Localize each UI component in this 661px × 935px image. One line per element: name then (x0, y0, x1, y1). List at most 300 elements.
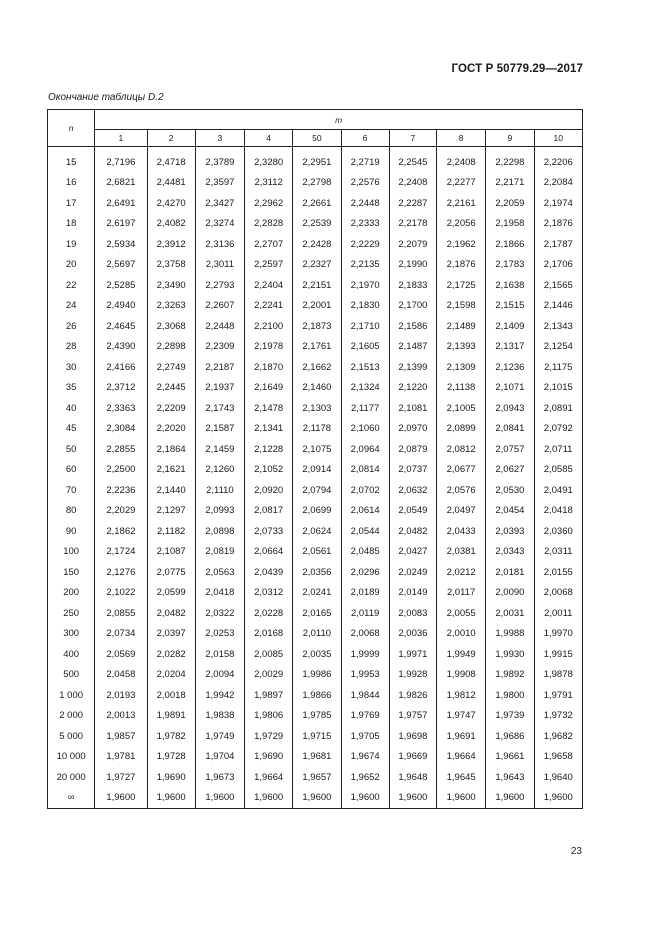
value-cell: 2,2793 (195, 275, 244, 296)
value-cell: 2,0193 (95, 685, 147, 706)
value-cell: 2,0155 (534, 562, 582, 583)
value-cell: 2,2206 (534, 152, 582, 173)
row-n-cell: 15 (48, 152, 95, 173)
value-cell: 2,2898 (147, 337, 195, 358)
value-cell: 2,0491 (534, 480, 582, 501)
m-header: m (95, 110, 583, 130)
value-cell: 1,9866 (293, 685, 341, 706)
value-cell: 1,9640 (534, 767, 582, 788)
value-cell: 2,2798 (293, 173, 341, 194)
value-cell: 2,1409 (486, 316, 534, 337)
value-cell: 2,0013 (95, 706, 147, 727)
value-cell: 2,2059 (486, 193, 534, 214)
value-cell: 2,0031 (486, 603, 534, 624)
value-cell: 1,9673 (195, 767, 244, 788)
value-cell: 2,6491 (95, 193, 147, 214)
value-cell: 1,9648 (389, 767, 436, 788)
value-cell: 2,0898 (195, 521, 244, 542)
value-cell: 1,9600 (486, 788, 534, 809)
value-cell: 2,0664 (245, 542, 293, 563)
value-cell: 2,1260 (195, 460, 244, 481)
value-cell: 2,0964 (341, 439, 389, 460)
value-cell: 2,0433 (437, 521, 486, 542)
table-row (48, 357, 583, 378)
value-cell: 2,0792 (534, 419, 582, 440)
value-cell: 1,9953 (341, 665, 389, 686)
table-row (48, 214, 583, 235)
table-row (48, 521, 583, 542)
value-cell: 2,0561 (293, 542, 341, 563)
value-cell: 2,0699 (293, 501, 341, 522)
value-cell: 2,1725 (437, 275, 486, 296)
row-n-cell: 30 (48, 357, 95, 378)
value-cell: 2,1309 (437, 357, 486, 378)
value-cell: 2,1970 (341, 275, 389, 296)
value-cell: 1,9600 (293, 788, 341, 809)
value-cell: 1,9970 (534, 624, 582, 645)
value-cell: 2,1182 (147, 521, 195, 542)
table-row (48, 152, 583, 173)
value-cell: 1,9757 (389, 706, 436, 727)
value-cell: 2,1489 (437, 316, 486, 337)
table-caption: Окончание таблицы D.2 (48, 92, 164, 103)
value-cell: 2,1870 (245, 357, 293, 378)
value-cell: 2,2020 (147, 419, 195, 440)
value-cell: 2,1598 (437, 296, 486, 317)
row-n-cell: 20 000 (48, 767, 95, 788)
value-cell: 1,9600 (341, 788, 389, 809)
value-cell: 2,1783 (486, 255, 534, 276)
value-cell: 2,1341 (245, 419, 293, 440)
value-cell: 2,1876 (437, 255, 486, 276)
value-cell: 2,0563 (195, 562, 244, 583)
value-cell: 1,9728 (147, 747, 195, 768)
value-cell: 1,9690 (245, 747, 293, 768)
value-cell: 1,9844 (341, 685, 389, 706)
value-cell: 2,6197 (95, 214, 147, 235)
value-cell: 2,1459 (195, 439, 244, 460)
value-cell: 2,4718 (147, 152, 195, 173)
column-header: 8 (437, 130, 486, 147)
row-n-cell: 500 (48, 665, 95, 686)
value-cell: 2,1022 (95, 583, 147, 604)
value-cell: 2,0241 (293, 583, 341, 604)
value-cell: 2,2661 (293, 193, 341, 214)
value-cell: 2,2962 (245, 193, 293, 214)
value-cell: 2,2597 (245, 255, 293, 276)
column-header: 10 (534, 130, 582, 147)
table-row (48, 583, 583, 604)
value-cell: 1,9690 (147, 767, 195, 788)
value-cell: 2,1638 (486, 275, 534, 296)
value-cell: 2,0576 (437, 480, 486, 501)
value-cell: 2,3490 (147, 275, 195, 296)
value-cell: 2,2749 (147, 357, 195, 378)
value-cell: 2,0627 (486, 460, 534, 481)
value-cell: 2,3136 (195, 234, 244, 255)
row-n-cell: 40 (48, 398, 95, 419)
table-row (48, 706, 583, 727)
value-cell: 2,2404 (245, 275, 293, 296)
value-cell: 2,1177 (341, 398, 389, 419)
value-cell: 2,0110 (293, 624, 341, 645)
value-cell: 1,9661 (486, 747, 534, 768)
value-cell: 2,1724 (95, 542, 147, 563)
value-cell: 2,0544 (341, 521, 389, 542)
value-cell: 1,9645 (437, 767, 486, 788)
value-cell: 2,2576 (341, 173, 389, 194)
value-cell: 1,9782 (147, 726, 195, 747)
value-cell: 1,9600 (245, 788, 293, 809)
value-cell: 1,9878 (534, 665, 582, 686)
value-cell: 2,1876 (534, 214, 582, 235)
row-n-cell: 90 (48, 521, 95, 542)
value-cell: 2,1236 (486, 357, 534, 378)
value-cell: 2,0085 (245, 644, 293, 665)
value-cell: 2,4940 (95, 296, 147, 317)
value-cell: 2,2084 (534, 173, 582, 194)
value-cell: 1,9971 (389, 644, 436, 665)
value-cell: 2,2187 (195, 357, 244, 378)
value-cell: 2,2408 (437, 152, 486, 173)
value-cell: 2,0165 (293, 603, 341, 624)
value-cell: 2,2448 (341, 193, 389, 214)
value-cell: 2,0920 (245, 480, 293, 501)
row-n-cell: ∞ (48, 788, 95, 809)
value-cell: 2,3263 (147, 296, 195, 317)
value-cell: 1,9652 (341, 767, 389, 788)
row-n-cell: 5 000 (48, 726, 95, 747)
value-cell: 2,3280 (245, 152, 293, 173)
value-cell: 2,0482 (389, 521, 436, 542)
table-row (48, 767, 583, 788)
value-cell: 2,1005 (437, 398, 486, 419)
value-cell: 2,1075 (293, 439, 341, 460)
value-cell: 2,1440 (147, 480, 195, 501)
value-cell: 2,1706 (534, 255, 582, 276)
table-row (48, 542, 583, 563)
value-cell: 1,9915 (534, 644, 582, 665)
value-cell: 2,1873 (293, 316, 341, 337)
value-cell: 2,2151 (293, 275, 341, 296)
value-cell: 2,2607 (195, 296, 244, 317)
value-cell: 2,0899 (437, 419, 486, 440)
value-cell: 1,9600 (195, 788, 244, 809)
value-cell: 2,0397 (147, 624, 195, 645)
value-cell: 2,3789 (195, 152, 244, 173)
value-cell: 1,9857 (95, 726, 147, 747)
value-cell: 2,0569 (95, 644, 147, 665)
n-header: n (48, 110, 95, 147)
column-header: 7 (389, 130, 436, 147)
value-cell: 2,0068 (341, 624, 389, 645)
table-row (48, 337, 583, 358)
value-cell: 2,3712 (95, 378, 147, 399)
value-cell: 2,2828 (245, 214, 293, 235)
table-row (48, 747, 583, 768)
value-cell: 1,9986 (293, 665, 341, 686)
table-row (48, 275, 583, 296)
value-cell: 1,9812 (437, 685, 486, 706)
value-cell: 2,1178 (293, 419, 341, 440)
value-cell: 2,1087 (147, 542, 195, 563)
value-cell: 2,3912 (147, 234, 195, 255)
row-n-cell: 400 (48, 644, 95, 665)
value-cell: 2,0119 (341, 603, 389, 624)
row-n-cell: 80 (48, 501, 95, 522)
table-row (48, 726, 583, 747)
value-cell: 2,0549 (389, 501, 436, 522)
value-cell: 2,0427 (389, 542, 436, 563)
value-cell: 2,2408 (389, 173, 436, 194)
row-n-cell: 18 (48, 214, 95, 235)
value-cell: 2,2135 (341, 255, 389, 276)
value-cell: 2,1276 (95, 562, 147, 583)
value-cell: 1,9928 (389, 665, 436, 686)
value-cell: 1,9705 (341, 726, 389, 747)
value-cell: 2,0819 (195, 542, 244, 563)
table-row (48, 398, 583, 419)
value-cell: 2,0482 (147, 603, 195, 624)
table-row (48, 788, 583, 809)
value-cell: 1,9698 (389, 726, 436, 747)
column-header: 4 (245, 130, 293, 147)
value-cell: 2,1862 (95, 521, 147, 542)
value-cell: 2,1052 (245, 460, 293, 481)
value-cell: 1,9691 (437, 726, 486, 747)
value-cell: 1,9800 (486, 685, 534, 706)
value-cell: 2,2719 (341, 152, 389, 173)
value-cell: 2,1787 (534, 234, 582, 255)
table-row (48, 501, 583, 522)
value-cell: 2,0055 (437, 603, 486, 624)
value-cell: 2,0439 (245, 562, 293, 583)
value-cell: 2,0168 (245, 624, 293, 645)
table-row (48, 644, 583, 665)
value-cell: 1,9838 (195, 706, 244, 727)
table-row (48, 316, 583, 337)
value-cell: 2,0812 (437, 439, 486, 460)
value-cell: 2,3597 (195, 173, 244, 194)
value-cell: 2,0624 (293, 521, 341, 542)
value-cell: 2,2855 (95, 439, 147, 460)
value-cell: 2,0296 (341, 562, 389, 583)
value-cell: 1,9732 (534, 706, 582, 727)
page-number: 23 (570, 846, 582, 857)
value-cell: 2,0158 (195, 644, 244, 665)
row-n-cell: 1 000 (48, 685, 95, 706)
value-cell: 2,0914 (293, 460, 341, 481)
table-row (48, 378, 583, 399)
value-cell: 1,9891 (147, 706, 195, 727)
row-n-cell: 24 (48, 296, 95, 317)
value-cell: 2,1060 (341, 419, 389, 440)
value-cell: 2,0970 (389, 419, 436, 440)
row-n-cell: 16 (48, 173, 95, 194)
value-cell: 2,1605 (341, 337, 389, 358)
value-cell: 2,1513 (341, 357, 389, 378)
value-cell: 2,1958 (486, 214, 534, 235)
value-cell: 1,9908 (437, 665, 486, 686)
value-cell: 2,0841 (486, 419, 534, 440)
value-cell: 2,0614 (341, 501, 389, 522)
value-cell: 2,0879 (389, 439, 436, 460)
column-header: 9 (486, 130, 534, 147)
value-cell: 1,9600 (534, 788, 582, 809)
value-cell: 2,2951 (293, 152, 341, 173)
value-cell: 2,2001 (293, 296, 341, 317)
value-cell: 2,1978 (245, 337, 293, 358)
value-cell: 1,9727 (95, 767, 147, 788)
value-cell: 2,1864 (147, 439, 195, 460)
value-cell: 2,0737 (389, 460, 436, 481)
value-cell: 2,1317 (486, 337, 534, 358)
value-cell: 2,0757 (486, 439, 534, 460)
value-cell: 1,9682 (534, 726, 582, 747)
value-cell: 2,0189 (341, 583, 389, 604)
value-cell: 1,9785 (293, 706, 341, 727)
value-cell: 2,1303 (293, 398, 341, 419)
value-cell: 2,2298 (486, 152, 534, 173)
value-cell: 2,0036 (389, 624, 436, 645)
column-header: 1 (95, 130, 147, 147)
data-table (47, 109, 583, 809)
value-cell: 1,9715 (293, 726, 341, 747)
value-cell: 2,1866 (486, 234, 534, 255)
value-cell: 2,1343 (534, 316, 582, 337)
value-cell: 1,9681 (293, 747, 341, 768)
value-cell: 2,1649 (245, 378, 293, 399)
value-cell: 2,2209 (147, 398, 195, 419)
value-cell: 2,2241 (245, 296, 293, 317)
value-cell: 2,2445 (147, 378, 195, 399)
value-cell: 1,9664 (245, 767, 293, 788)
row-n-cell: 35 (48, 378, 95, 399)
value-cell: 2,0702 (341, 480, 389, 501)
value-cell: 2,1710 (341, 316, 389, 337)
value-cell: 2,2707 (245, 234, 293, 255)
value-cell: 1,9781 (95, 747, 147, 768)
value-cell: 1,9664 (437, 747, 486, 768)
value-cell: 2,1761 (293, 337, 341, 358)
table-row (48, 480, 583, 501)
row-n-cell: 70 (48, 480, 95, 501)
row-n-cell: 50 (48, 439, 95, 460)
value-cell: 1,9892 (486, 665, 534, 686)
value-cell: 2,0149 (389, 583, 436, 604)
value-cell: 2,1700 (389, 296, 436, 317)
value-cell: 2,1446 (534, 296, 582, 317)
value-cell: 2,0711 (534, 439, 582, 460)
value-cell: 2,1515 (486, 296, 534, 317)
table-row (48, 193, 583, 214)
value-cell: 2,0311 (534, 542, 582, 563)
value-cell: 2,3112 (245, 173, 293, 194)
value-cell: 1,9747 (437, 706, 486, 727)
value-cell: 2,4166 (95, 357, 147, 378)
value-cell: 1,9791 (534, 685, 582, 706)
value-cell: 2,0381 (437, 542, 486, 563)
value-cell: 1,9930 (486, 644, 534, 665)
value-cell: 2,1990 (389, 255, 436, 276)
value-cell: 2,2287 (389, 193, 436, 214)
value-cell: 2,1220 (389, 378, 436, 399)
value-cell: 1,9897 (245, 685, 293, 706)
value-cell: 2,0282 (147, 644, 195, 665)
row-n-cell: 200 (48, 583, 95, 604)
value-cell: 2,0011 (534, 603, 582, 624)
value-cell: 2,0094 (195, 665, 244, 686)
row-n-cell: 100 (48, 542, 95, 563)
value-cell: 2,1830 (341, 296, 389, 317)
table-row (48, 562, 583, 583)
value-cell: 2,0010 (437, 624, 486, 645)
value-cell: 2,3011 (195, 255, 244, 276)
value-cell: 2,5934 (95, 234, 147, 255)
value-cell: 2,0855 (95, 603, 147, 624)
value-cell: 2,0018 (147, 685, 195, 706)
table-row (48, 603, 583, 624)
value-cell: 2,2161 (437, 193, 486, 214)
value-cell: 2,1110 (195, 480, 244, 501)
value-cell: 2,1937 (195, 378, 244, 399)
value-cell: 1,9749 (195, 726, 244, 747)
row-n-cell: 28 (48, 337, 95, 358)
value-cell: 2,1487 (389, 337, 436, 358)
value-cell: 2,0083 (389, 603, 436, 624)
value-cell: 2,1138 (437, 378, 486, 399)
value-cell: 1,9826 (389, 685, 436, 706)
value-cell: 2,0068 (534, 583, 582, 604)
row-n-cell: 26 (48, 316, 95, 337)
value-cell: 2,2309 (195, 337, 244, 358)
value-cell: 1,9806 (245, 706, 293, 727)
value-cell: 2,0228 (245, 603, 293, 624)
value-cell: 1,9769 (341, 706, 389, 727)
value-cell: 2,0322 (195, 603, 244, 624)
table-row (48, 234, 583, 255)
value-cell: 2,2448 (195, 316, 244, 337)
value-cell: 2,1974 (534, 193, 582, 214)
value-cell: 2,0485 (341, 542, 389, 563)
value-cell: 2,2327 (293, 255, 341, 276)
value-cell: 2,1175 (534, 357, 582, 378)
value-cell: 2,5697 (95, 255, 147, 276)
value-cell: 2,2029 (95, 501, 147, 522)
table-row (48, 685, 583, 706)
row-n-cell: 10 000 (48, 747, 95, 768)
value-cell: 2,1015 (534, 378, 582, 399)
value-cell: 2,1393 (437, 337, 486, 358)
value-cell: 2,0794 (293, 480, 341, 501)
value-cell: 1,9704 (195, 747, 244, 768)
value-cell: 2,1587 (195, 419, 244, 440)
column-header: 6 (341, 130, 389, 147)
value-cell: 2,4390 (95, 337, 147, 358)
table-row (48, 624, 583, 645)
value-cell: 2,1228 (245, 439, 293, 460)
value-cell: 2,3068 (147, 316, 195, 337)
value-cell: 2,3427 (195, 193, 244, 214)
value-cell: 1,9949 (437, 644, 486, 665)
table-row (48, 173, 583, 194)
value-cell: 1,9600 (95, 788, 147, 809)
value-cell: 1,9600 (389, 788, 436, 809)
value-cell: 2,2539 (293, 214, 341, 235)
value-cell: 2,0418 (534, 501, 582, 522)
value-cell: 2,1297 (147, 501, 195, 522)
value-cell: 2,6821 (95, 173, 147, 194)
